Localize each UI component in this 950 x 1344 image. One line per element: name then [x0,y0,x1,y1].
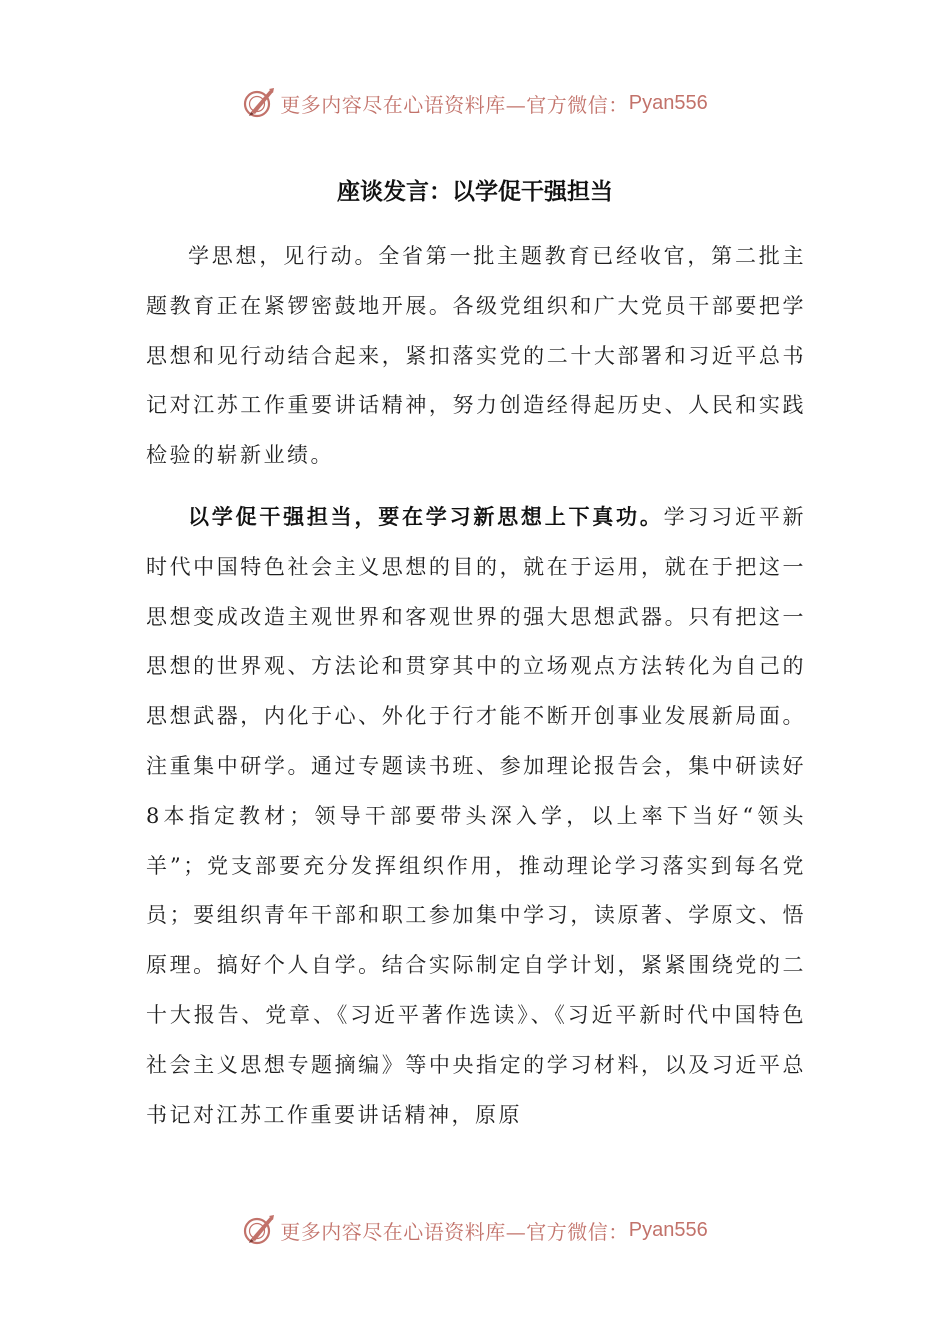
watermark-text: 更多内容尽在心语资料库—官方微信： [280,92,629,117]
quill-pen-seal-icon [242,1213,276,1247]
watermark-wechat-id: Pyan556 [628,91,708,114]
paragraph-2 [146,493,806,1140]
document-body [146,232,806,1140]
paragraph-2-lead: 以学促干强担当，要在学习新思想上下真功。 [188,504,664,529]
watermark-banner-bottom [0,1210,950,1250]
watermark-banner-top [0,83,950,123]
watermark-wechat-id: Pyan556 [628,1218,708,1241]
paragraph-1 [146,232,806,481]
paragraph-2-text: 学习习近平新时代中国特色社会主义思想的目的，就在于运用，就在于把这一思想变成改造主观世界和客观世界的强大思想武器。只有把这一思想的世界观、方法论和贯穿其中的立场观点方法转化为自己的思想武器，内化于心、外化于行才能不断开创事业发展新局面。注重集中研学。通过专题读书班、参加理论报告会，集中研读好8本指定教材；领导干部要带头深入学，以上率下当好“领头羊”；党支部要充分发挥组织作用，推动理论学习落实到每名党员；要组织青年干部和职工参加集中学习，读原著、学原文、悟原理。搞好个人自学。结合实际制定自学计划，紧紧围绕党的二十大报告、党章、《习近平著作选读》、《习近平新时代中国特色社会主义思想专题摘编》等中央指定的学习材料，以及习近平总书记对江苏工作重要讲话精神，原原 [146,504,807,1127]
watermark-text: 更多内容尽在心语资料库—官方微信： [280,1219,629,1244]
quill-pen-seal-icon [242,86,276,120]
paragraph-1-text: 学思想，见行动。全省第一批主题教育已经收官，第二批主题教育正在紧锣密鼓地开展。各级党组织和广大党员干部要把学思想和见行动结合起来，紧扣落实党的二十大部署和习近平总书记对江苏工作重要讲话精神，努力创造经得起历史、人民和实践检验的崭新业绩。 [146,244,806,468]
document-title: 座谈发言：以学促干强担当 [337,179,613,205]
